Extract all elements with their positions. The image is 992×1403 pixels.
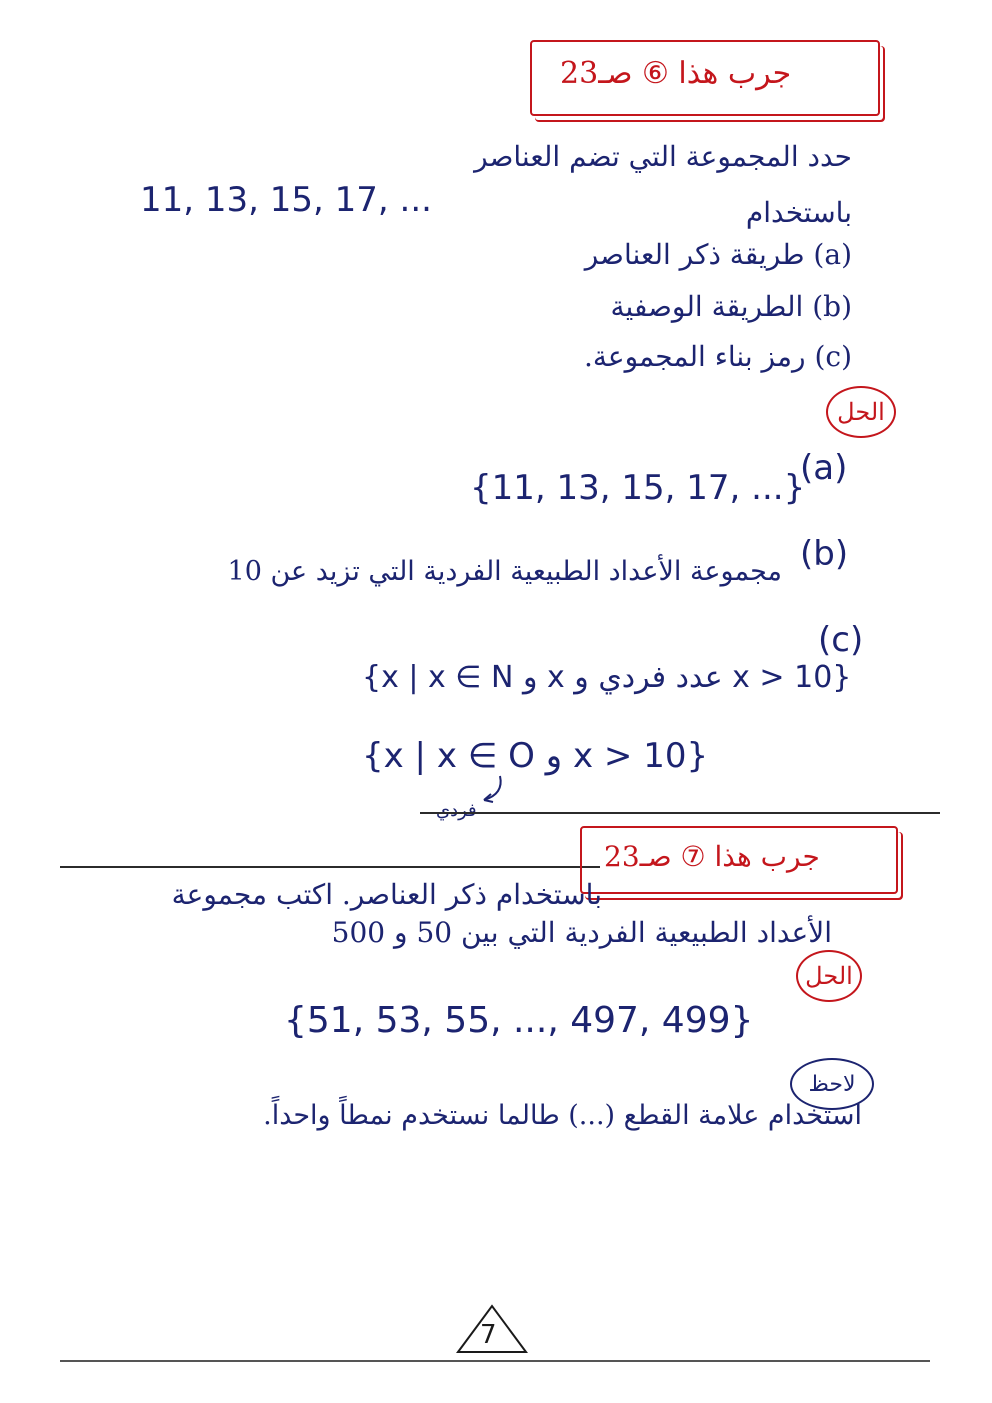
example2-question-line1: باستخدام ذكر العناصر. اكتب مجموعة xyxy=(171,878,602,911)
answer-c1: {x | x ∈ N و x عدد فردي و x > 10} xyxy=(362,660,852,695)
odd-annotation: فردي xyxy=(436,800,477,821)
example1-question-elements: 11, 13, 15, 17, ... xyxy=(140,180,432,220)
answer-c2: {x | x ∈ O و x > 10} xyxy=(362,736,709,776)
part-c xyxy=(584,340,852,373)
note-label: لاحظ xyxy=(790,1058,874,1110)
part-b-letter: (b) xyxy=(812,290,852,323)
annotation-arrow xyxy=(470,772,510,812)
part-a xyxy=(585,238,852,271)
section-divider-upper xyxy=(420,812,940,814)
answer-b: مجموعة الأعداد الطبيعية الفردية التي تزيد عن 10 xyxy=(227,556,782,587)
example2-question-line2: الأعداد الطبيعية الفردية التي بين 50 و 500 xyxy=(331,916,832,949)
part-a-text: طريقة ذكر العناصر xyxy=(584,238,805,271)
example2-answer: {51, 53, 55, ..., 497, 499} xyxy=(284,1000,754,1041)
answer-a: {11, 13, 15, 17, ...} xyxy=(470,468,806,508)
example1-title: جرب هذا ⑥ صـ23 xyxy=(560,56,792,91)
answer-a-letter: (a) xyxy=(800,448,848,488)
example2-title: جرب هذا ⑦ صـ23 xyxy=(604,840,820,873)
example1-solution-label: الحل xyxy=(826,386,896,438)
page-number: 7 xyxy=(480,1320,497,1350)
part-c-letter: (c) xyxy=(814,340,852,373)
answer-c-letter: (c) xyxy=(818,620,864,660)
section-divider-lower xyxy=(60,866,600,868)
example1-question-line2: باستخدام xyxy=(745,196,852,229)
note-text: استخدام علامة القطع (...) طالما نستخدم نمطاً واحداً. xyxy=(263,1100,862,1131)
part-c-text: رمز بناء المجموعة. xyxy=(583,340,806,373)
part-a-letter: (a) xyxy=(813,238,852,271)
example1-question-line1: حدد المجموعة التي تضم العناصر xyxy=(474,140,852,173)
answer-b-letter: (b) xyxy=(800,534,849,574)
footer-rule xyxy=(60,1360,930,1362)
part-b-text: الطريقة الوصفية xyxy=(610,290,804,323)
part-b xyxy=(611,290,853,323)
example2-solution-label: الحل xyxy=(796,950,862,1002)
